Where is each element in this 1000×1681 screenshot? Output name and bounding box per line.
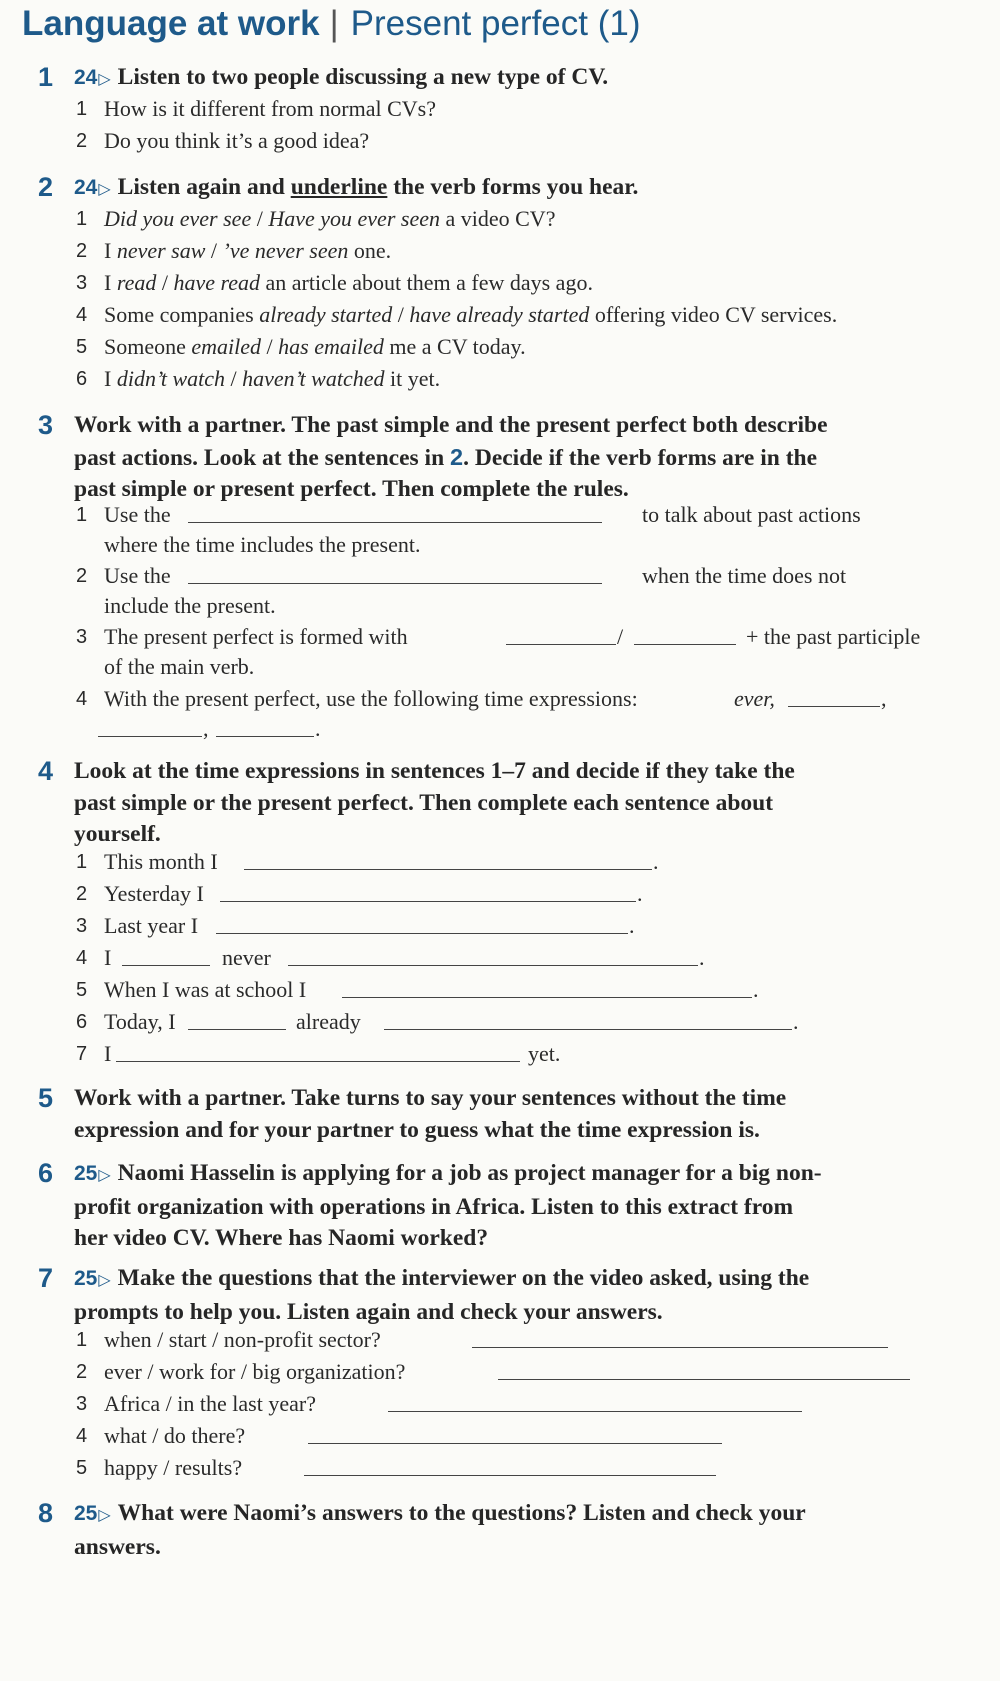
exercise-number: 1: [38, 62, 54, 92]
exercise-number: 4: [38, 756, 54, 786]
exercise-number: 6: [38, 1158, 54, 1188]
play-icon[interactable]: ▷: [98, 181, 111, 198]
exercise-instruction: 25▷ Make the questions that the interviewer on the video asked, using the prompts to help you. Listen again and check your answers.: [74, 1265, 810, 1325]
page-title: [22, 4, 641, 44]
exercise-number: 7: [38, 1263, 54, 1293]
play-icon[interactable]: ▷: [98, 1507, 111, 1524]
exercise-instruction: 25▷ What were Naomi’s answers to the questions? Listen and check your answers.: [74, 1500, 806, 1560]
answer-blank[interactable]: [188, 561, 602, 584]
audio-track[interactable]: 24▷: [74, 66, 111, 89]
exercise-instruction: Work with a partner. Take turns to say your sentences without the time expression and for your partner to guess what the time expression is.: [74, 1085, 787, 1143]
answer-blank[interactable]: [244, 847, 652, 870]
answer-blank[interactable]: [342, 975, 752, 998]
answer-blank[interactable]: [384, 1007, 792, 1030]
audio-track[interactable]: 25▷: [74, 1162, 111, 1185]
answer-blank[interactable]: [506, 622, 616, 645]
exercise-number: 3: [38, 410, 54, 440]
answer-blank[interactable]: [308, 1421, 722, 1444]
play-icon[interactable]: ▷: [98, 71, 111, 88]
answer-blank[interactable]: [116, 1039, 520, 1062]
answer-blank[interactable]: [216, 714, 314, 737]
exercise-instruction: Work with a partner. The past simple and the present perfect both describe past actions. Look at the sentences in 2. Decide if the verb forms are in the past simple or present perfect. Then complete the rules.: [74, 412, 828, 502]
exercise-number: 2: [38, 172, 54, 202]
answer-blank[interactable]: [498, 1357, 910, 1380]
answer-blank[interactable]: [98, 714, 202, 737]
exercise-number: 8: [38, 1498, 54, 1528]
answer-blank[interactable]: [188, 500, 602, 523]
audio-track[interactable]: 25▷: [74, 1267, 111, 1290]
rule-item: 1 Use the to talk about past actions where the time includes the present.: [76, 502, 861, 557]
section-title: Language at work: [22, 4, 320, 43]
rule-item: 2 Use the when the time does not include the present.: [76, 563, 847, 618]
section-subtitle: Present perfect (1): [350, 4, 641, 43]
rule-item: 3 The present perfect is formed with / + the past participle of the main verb.: [76, 624, 921, 679]
answer-blank[interactable]: [220, 879, 636, 902]
answer-blank[interactable]: [188, 1007, 286, 1030]
exercise-instruction: 24▷ Listen to two people discussing a new type of CV.: [74, 64, 609, 90]
answer-blank[interactable]: [122, 943, 210, 966]
rule-item: 4 With the present perfect, use the following time expressions: ever, , , .: [76, 686, 887, 741]
title-separator: |: [329, 4, 339, 43]
answer-blank[interactable]: [634, 622, 736, 645]
audio-track[interactable]: 24▷: [74, 176, 111, 199]
answer-blank[interactable]: [288, 943, 698, 966]
play-icon[interactable]: ▷: [98, 1167, 111, 1184]
answer-blank[interactable]: [472, 1325, 888, 1348]
answer-blank[interactable]: [788, 684, 880, 707]
answer-blank[interactable]: [304, 1453, 716, 1476]
exercise-instruction: 25▷ Naomi Hasselin is applying for a job as project manager for a big non- profit organization with operations in Africa. Listen to this extract from her video CV. Where has Naomi worked?: [74, 1160, 822, 1251]
play-icon[interactable]: ▷: [98, 1272, 111, 1289]
exercise-number: 5: [38, 1083, 54, 1113]
answer-blank[interactable]: [216, 911, 628, 934]
audio-track[interactable]: 25▷: [74, 1502, 111, 1525]
answer-blank[interactable]: [388, 1389, 802, 1412]
exercise-instruction: 24▷ Listen again and underline the verb forms you hear.: [74, 174, 639, 200]
exercise-instruction: Look at the time expressions in sentences 1–7 and decide if they take the past simple or the present perfect. Then complete each sentence about yourself.: [74, 758, 795, 847]
